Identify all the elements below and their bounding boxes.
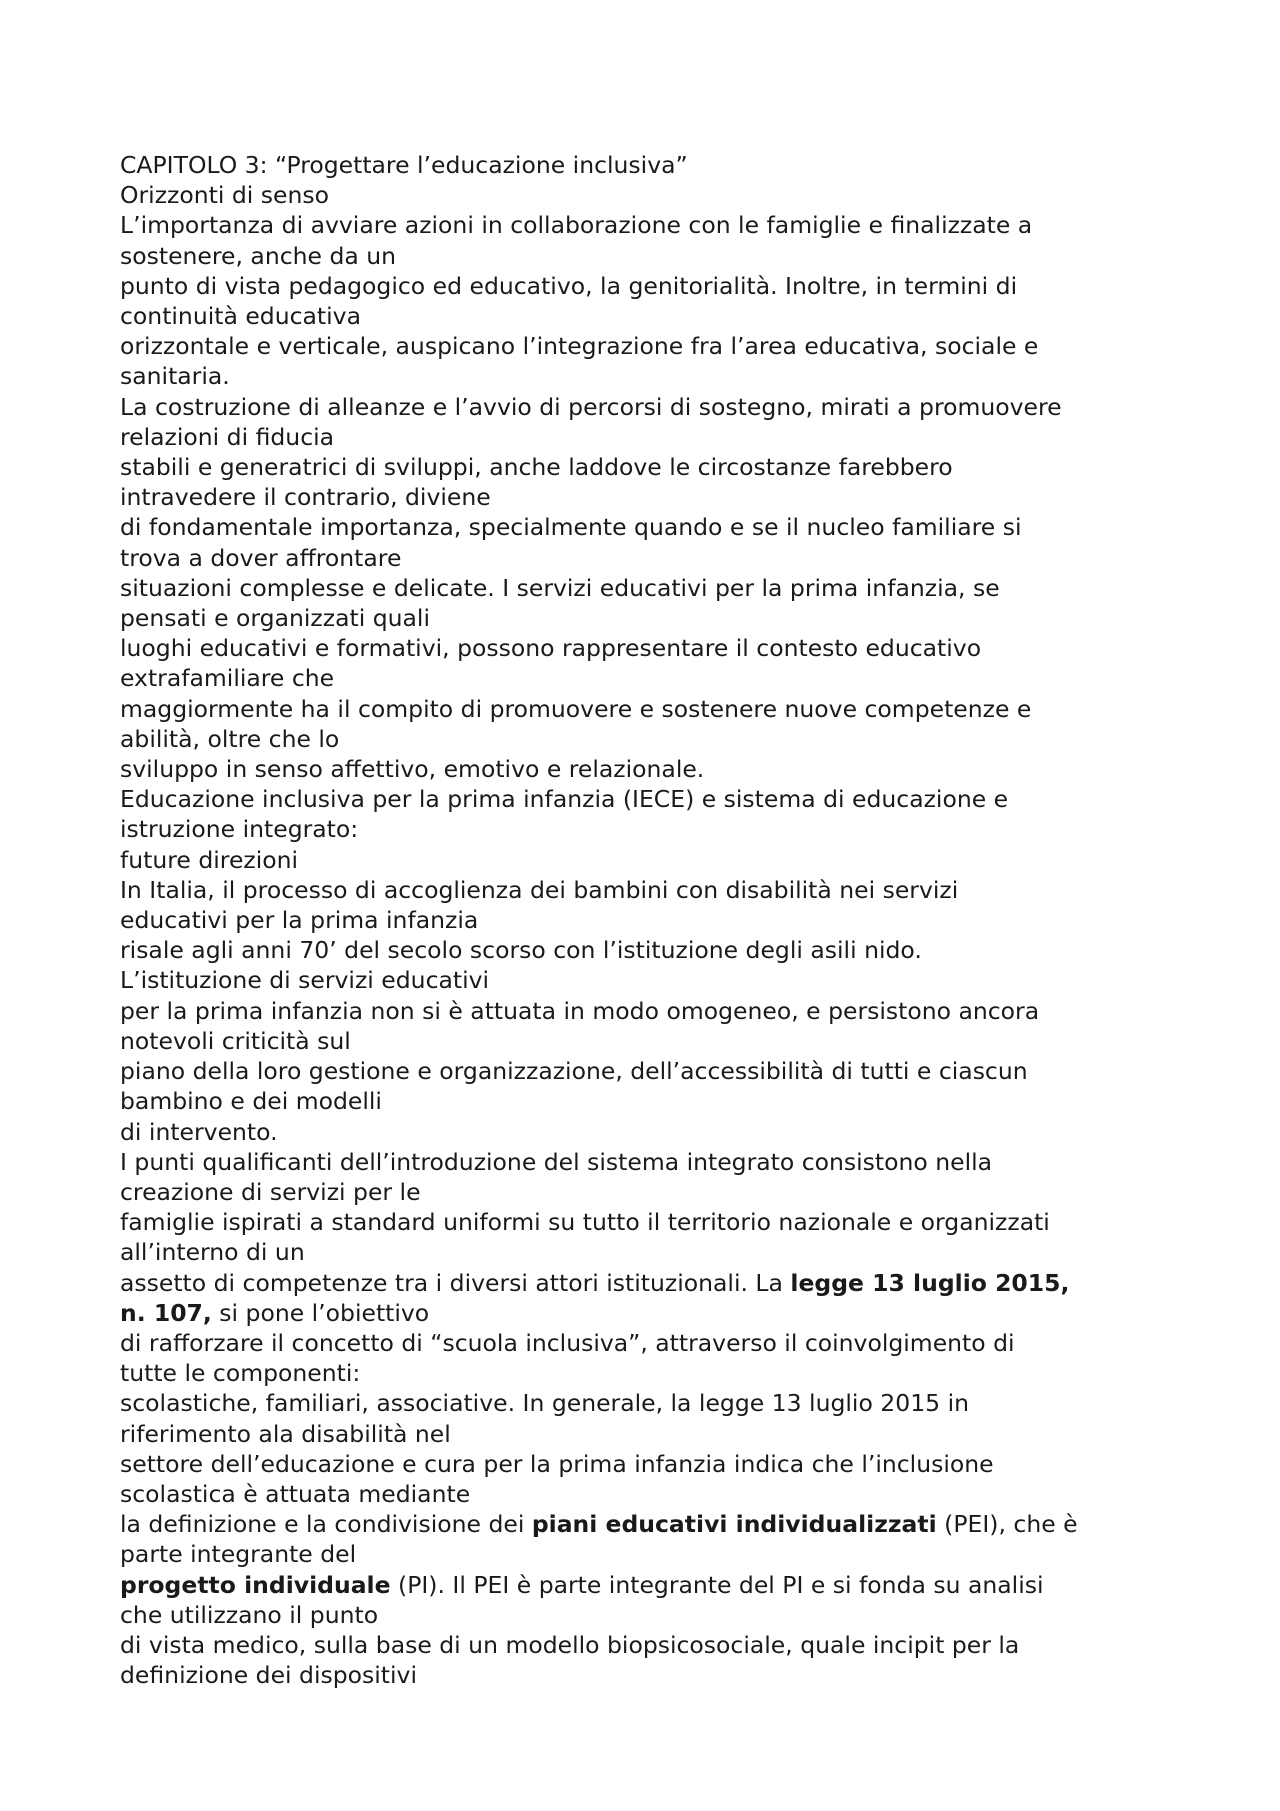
text-line: scolastica è attuata mediante	[120, 1479, 471, 1508]
text-line: bambino e dei modelli	[120, 1087, 382, 1116]
text-line: scolastiche, familiari, associative. In generale, la legge 13 luglio 2015 in	[120, 1389, 969, 1418]
text-line: L’istituzione di servizi educativi	[120, 966, 490, 995]
text-line: sviluppo in senso affettivo, emotivo e relazionale.	[120, 755, 705, 784]
document-body	[120, 150, 1190, 1690]
text-line: future direzioni	[120, 845, 299, 874]
text-line: I punti qualificanti dell’introduzione del sistema integrato consistono nella	[120, 1147, 993, 1176]
text-line: di vista medico, sulla base di un modello biopsicosociale, quale incipit per la	[120, 1630, 1020, 1659]
text-line: risale agli anni 70’ del secolo scorso con l’istituzione degli asili nido.	[120, 936, 922, 965]
text-line: famiglie ispirati a standard uniformi su tutto il territorio nazionale e organizzati	[120, 1208, 1050, 1237]
text-run: si pone l’obiettivo	[211, 1298, 430, 1327]
text-line: riferimento ala disabilità nel	[120, 1419, 451, 1448]
text-line: Educazione inclusiva per la prima infanzia (IECE) e sistema di educazione e	[120, 785, 1009, 814]
text-line: creazione di servizi per le	[120, 1177, 421, 1206]
text-line: situazioni complesse e delicate. I servizi educativi per la prima infanzia, se	[120, 573, 1000, 602]
text-line: luoghi educativi e formativi, possono rappresentare il contesto educativo	[120, 634, 982, 663]
bold-run-n107: n. 107,	[120, 1298, 212, 1327]
text-line: di intervento.	[120, 1117, 278, 1146]
text-line: pensati e organizzati quali	[120, 604, 430, 633]
text-line: punto di vista pedagogico ed educativo, la genitorialità. Inoltre, in termini di	[120, 271, 1018, 300]
text-run: (PI). Il PEI è parte integrante del PI e si fonda su analisi	[390, 1570, 1044, 1599]
text-line: sostenere, anche da un	[120, 241, 397, 270]
text-line: La costruzione di alleanze e l’avvio di percorsi di sostegno, mirati a promuovere	[120, 392, 1062, 421]
text-run: (PEI), che è	[936, 1510, 1078, 1539]
text-line: per la prima infanzia non si è attuata in modo omogeneo, e persistono ancora	[120, 996, 1040, 1025]
bold-run-pei: piani educativi individualizzati	[531, 1510, 937, 1539]
text-line: L’importanza di avviare azioni in collaborazione con le famiglie e finalizzate a	[120, 211, 1033, 240]
text-line-n107	[120, 1298, 1190, 1328]
text-line: Orizzonti di senso	[120, 181, 329, 210]
text-line: notevoli criticità sul	[120, 1026, 351, 1055]
text-line: orizzontale e verticale, auspicano l’integrazione fra l’area educativa, sociale e	[120, 332, 1039, 361]
text-line: stabili e generatrici di sviluppi, anche laddove le circostanze farebbero	[120, 453, 953, 482]
text-line: continuità educativa	[120, 302, 361, 331]
text-line: intravedere il contrario, diviene	[120, 483, 491, 512]
text-line: relazioni di fiducia	[120, 422, 335, 451]
text-run: assetto di competenze tra i diversi attori istituzionali. La	[120, 1268, 791, 1297]
text-line: definizione dei dispositivi	[120, 1661, 417, 1690]
text-line: abilità, oltre che lo	[120, 724, 340, 753]
text-line: parte integrante del	[120, 1540, 357, 1569]
chapter-title: CAPITOLO 3: “Progettare l’educazione inclusiva”	[120, 151, 688, 179]
text-line: che utilizzano il punto	[120, 1600, 379, 1629]
text-line-pei	[120, 1509, 1190, 1539]
text-line: di rafforzare il concetto di “scuola inclusiva”, attraverso il coinvolgimento di	[120, 1328, 1015, 1357]
bold-run-pi: progetto individuale	[120, 1570, 391, 1599]
text-line-legge	[120, 1268, 1190, 1298]
text-line: educativi per la prima infanzia	[120, 906, 479, 935]
text-line: di fondamentale importanza, specialmente quando e se il nucleo familiare si	[120, 513, 1022, 542]
text-line: piano della loro gestione e organizzazione, dell’accessibilità di tutti e ciascun	[120, 1057, 1028, 1086]
text-line: all’interno di un	[120, 1238, 305, 1267]
text-run: la definizione e la condivisione dei	[120, 1510, 532, 1539]
bold-run-legge: legge 13 luglio 2015,	[790, 1268, 1070, 1297]
text-line: trova a dover affrontare	[120, 543, 402, 572]
text-line: In Italia, il processo di accoglienza dei bambini con disabilità nei servizi	[120, 875, 959, 904]
text-line: tutte le componenti:	[120, 1359, 361, 1388]
text-line: sanitaria.	[120, 362, 230, 391]
text-line-pi	[120, 1570, 1190, 1600]
text-line: istruzione integrato:	[120, 815, 359, 844]
text-line: settore dell’educazione e cura per la prima infanzia indica che l’inclusione	[120, 1449, 994, 1478]
text-line: maggiormente ha il compito di promuovere e sostenere nuove competenze e	[120, 694, 1032, 723]
text-line: extrafamiliare che	[120, 664, 335, 693]
